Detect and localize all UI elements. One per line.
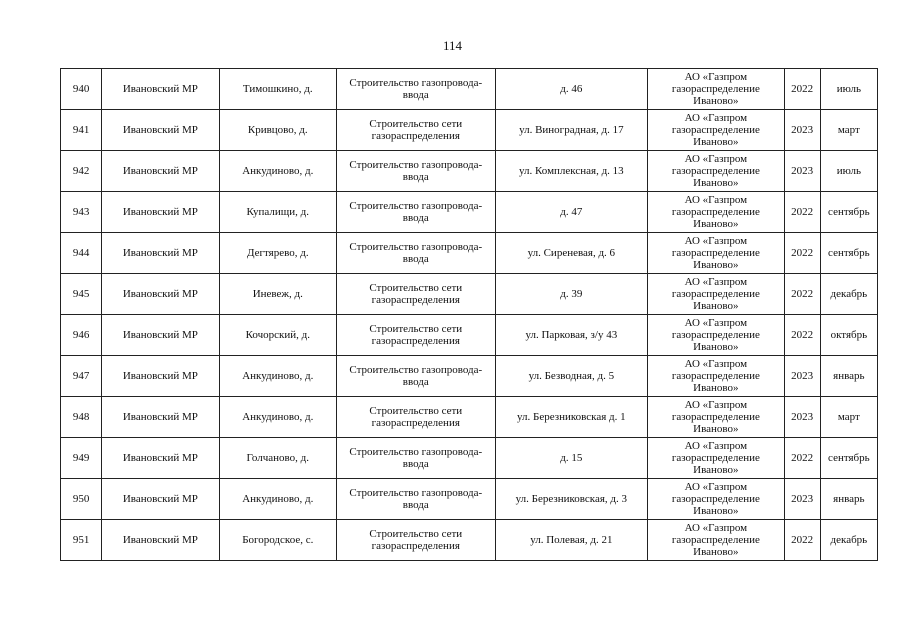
month-cell: март [820, 110, 877, 151]
row-number-cell: 943 [61, 192, 102, 233]
table-row [61, 520, 878, 561]
row-number-cell: 949 [61, 438, 102, 479]
table-row [61, 110, 878, 151]
row-number-cell: 944 [61, 233, 102, 274]
address-cell: ул. Безводная, д. 5 [495, 356, 648, 397]
organization-cell: АО «Газпром газораспределение Иваново» [648, 520, 785, 561]
district-cell: Ивановский МР [102, 315, 219, 356]
address-cell: ул. Комплексная, д. 13 [495, 151, 648, 192]
work-type-cell: Строительство газопровода-ввода [336, 233, 495, 274]
year-cell: 2023 [784, 356, 820, 397]
month-cell: июль [820, 69, 877, 110]
organization-cell: АО «Газпром газораспределение Иваново» [648, 110, 785, 151]
row-number-cell: 940 [61, 69, 102, 110]
month-cell: сентябрь [820, 233, 877, 274]
gasification-table [60, 68, 878, 561]
work-type-cell: Строительство сети газораспределения [336, 274, 495, 315]
address-cell: д. 46 [495, 69, 648, 110]
work-type-cell: Строительство газопровода-ввода [336, 192, 495, 233]
table-row [61, 356, 878, 397]
month-cell: июль [820, 151, 877, 192]
work-type-cell: Строительство сети газораспределения [336, 520, 495, 561]
district-cell: Ивановский МР [102, 192, 219, 233]
row-number-cell: 947 [61, 356, 102, 397]
locality-cell: Богородское, с. [219, 520, 336, 561]
address-cell: ул. Березниковская, д. 3 [495, 479, 648, 520]
organization-cell: АО «Газпром газораспределение Иваново» [648, 69, 785, 110]
row-number-cell: 941 [61, 110, 102, 151]
locality-cell: Анкудиново, д. [219, 397, 336, 438]
year-cell: 2022 [784, 438, 820, 479]
district-cell: Ивановский МР [102, 151, 219, 192]
month-cell: сентябрь [820, 192, 877, 233]
year-cell: 2022 [784, 520, 820, 561]
district-cell: Ивановский МР [102, 69, 219, 110]
row-number-cell: 942 [61, 151, 102, 192]
work-type-cell: Строительство сети газораспределения [336, 110, 495, 151]
district-cell: Ивановский МР [102, 110, 219, 151]
year-cell: 2022 [784, 69, 820, 110]
organization-cell: АО «Газпром газораспределение Иваново» [648, 151, 785, 192]
locality-cell: Купалищи, д. [219, 192, 336, 233]
year-cell: 2023 [784, 110, 820, 151]
organization-cell: АО «Газпром газораспределение Иваново» [648, 438, 785, 479]
page-number: 114 [442, 38, 463, 53]
month-cell: декабрь [820, 520, 877, 561]
row-number-cell: 946 [61, 315, 102, 356]
year-cell: 2022 [784, 315, 820, 356]
table-row [61, 151, 878, 192]
work-type-cell: Строительство газопровода-ввода [336, 69, 495, 110]
address-cell: д. 39 [495, 274, 648, 315]
district-cell: Ивановский МР [102, 274, 219, 315]
locality-cell: Кочорский, д. [219, 315, 336, 356]
year-cell: 2023 [784, 151, 820, 192]
row-number-cell: 945 [61, 274, 102, 315]
address-cell: ул. Парковая, з/у 43 [495, 315, 648, 356]
work-type-cell: Строительство газопровода-ввода [336, 356, 495, 397]
address-cell: ул. Березниковская д. 1 [495, 397, 648, 438]
locality-cell: Иневеж, д. [219, 274, 336, 315]
table-row [61, 192, 878, 233]
work-type-cell: Строительство газопровода-ввода [336, 151, 495, 192]
table-row [61, 315, 878, 356]
locality-cell: Анкудиново, д. [219, 479, 336, 520]
row-number-cell: 948 [61, 397, 102, 438]
locality-cell: Анкудиново, д. [219, 356, 336, 397]
month-cell: сентябрь [820, 438, 877, 479]
work-type-cell: Строительство газопровода-ввода [336, 479, 495, 520]
table-row [61, 274, 878, 315]
row-number-cell: 951 [61, 520, 102, 561]
organization-cell: АО «Газпром газораспределение Иваново» [648, 397, 785, 438]
organization-cell: АО «Газпром газораспределение Иваново» [648, 315, 785, 356]
work-type-cell: Строительство сети газораспределения [336, 315, 495, 356]
organization-cell: АО «Газпром газораспределение Иваново» [648, 192, 785, 233]
address-cell: д. 15 [495, 438, 648, 479]
table-row [61, 438, 878, 479]
district-cell: Ивановский МР [102, 397, 219, 438]
organization-cell: АО «Газпром газораспределение Иваново» [648, 233, 785, 274]
year-cell: 2022 [784, 233, 820, 274]
district-cell: Ивановский МР [102, 520, 219, 561]
district-cell: Ивановский МР [102, 438, 219, 479]
organization-cell: АО «Газпром газораспределение Иваново» [648, 479, 785, 520]
month-cell: январь [820, 356, 877, 397]
year-cell: 2023 [784, 397, 820, 438]
month-cell: январь [820, 479, 877, 520]
locality-cell: Голчаново, д. [219, 438, 336, 479]
locality-cell: Дегтярево, д. [219, 233, 336, 274]
row-number-cell: 950 [61, 479, 102, 520]
table-row [61, 69, 878, 110]
month-cell: декабрь [820, 274, 877, 315]
address-cell: д. 47 [495, 192, 648, 233]
locality-cell: Кривцово, д. [219, 110, 336, 151]
year-cell: 2022 [784, 192, 820, 233]
table-row [61, 479, 878, 520]
work-type-cell: Строительство сети газораспределения [336, 397, 495, 438]
organization-cell: АО «Газпром газораспределение Иваново» [648, 356, 785, 397]
district-cell: Ивановский МР [102, 233, 219, 274]
locality-cell: Анкудиново, д. [219, 151, 336, 192]
organization-cell: АО «Газпром газораспределение Иваново» [648, 274, 785, 315]
table-row [61, 397, 878, 438]
district-cell: Ивановский МР [102, 479, 219, 520]
address-cell: ул. Полевая, д. 21 [495, 520, 648, 561]
year-cell: 2022 [784, 274, 820, 315]
address-cell: ул. Виноградная, д. 17 [495, 110, 648, 151]
year-cell: 2023 [784, 479, 820, 520]
table-row [61, 233, 878, 274]
locality-cell: Тимошкино, д. [219, 69, 336, 110]
address-cell: ул. Сиреневая, д. 6 [495, 233, 648, 274]
month-cell: март [820, 397, 877, 438]
work-type-cell: Строительство газопровода-ввода [336, 438, 495, 479]
district-cell: Ивановский МР [102, 356, 219, 397]
month-cell: октябрь [820, 315, 877, 356]
